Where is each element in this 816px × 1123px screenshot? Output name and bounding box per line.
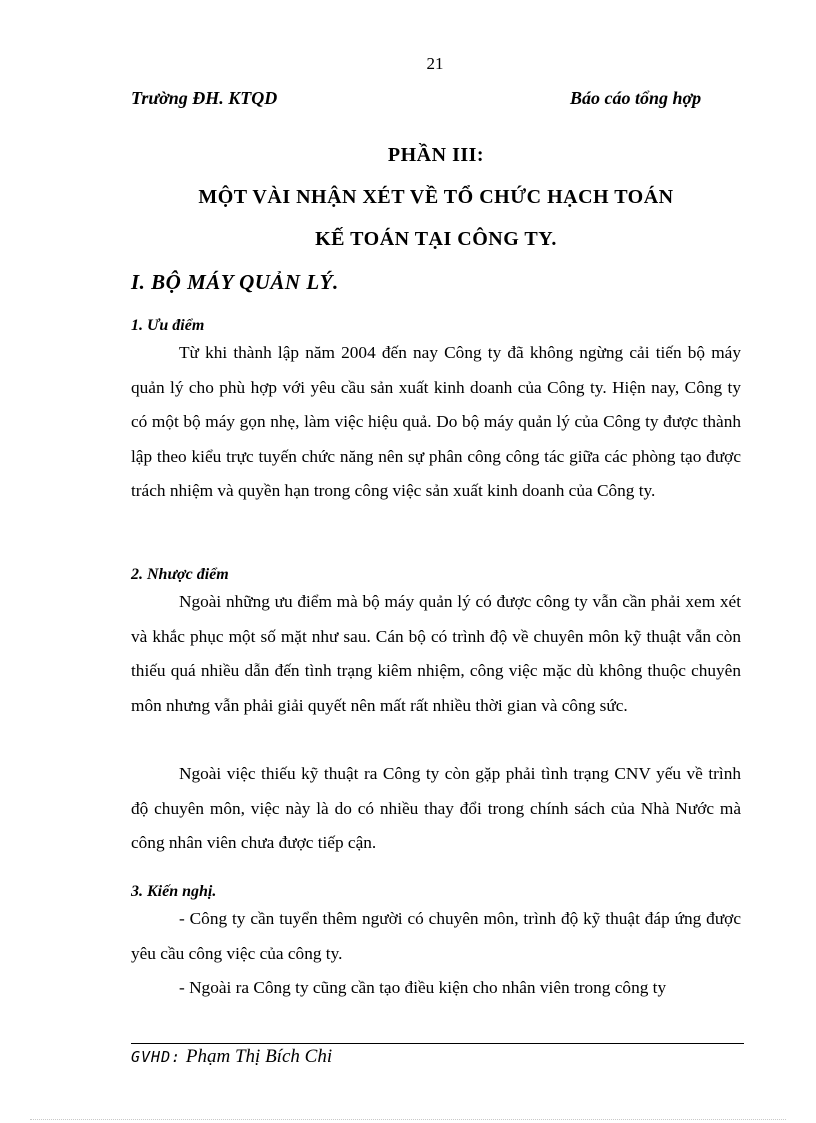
recommendations-title: 3. Kiến nghị. — [131, 883, 217, 900]
header-school-name: Trường ĐH. KTQD — [131, 88, 278, 108]
footer-divider — [131, 1043, 744, 1044]
section-title: I. BỘ MÁY QUẢN LÝ. — [131, 270, 339, 294]
page-bottom-edge — [30, 1119, 786, 1120]
footer-supervisor-name: Phạm Thị Bích Chi — [185, 1046, 333, 1067]
chapter-title-line-2: KẾ TOÁN TẠI CÔNG TY. — [315, 228, 557, 250]
footer-label: GVHD: — [131, 1048, 182, 1066]
page-number: 21 — [426, 54, 444, 73]
disadvantages-paragraph-2: Ngoài việc thiếu kỹ thuật ra Công ty còn gặp phải tình trạng CNV yếu về trình độ chuyên môn, việc này là do có nhiều thay đổi trong chính sách của Nhà Nước mà công nhân viên chưa được tiếp cận. — [131, 764, 741, 853]
recommendation-item-1: - Công ty cần tuyển thêm người có chuyên môn, trình độ kỹ thuật đáp ứng được yêu cầu công việc của công ty. — [131, 909, 741, 963]
advantages-paragraph: Từ khi thành lập năm 2004 đến nay Công ty đã không ngừng cải tiến bộ máy quản lý cho phù hợp với yêu cầu sản xuất kinh doanh của Công ty. Hiện nay, Công ty có một bộ máy gọn nhẹ, làm việc hiệu quả. Do bộ máy quản lý của Công ty được thành lập theo kiểu trực tuyến chức năng nên sự phân công công tác giữa các phòng tạo được trách nhiệm và quyền hạn trong công việc sản xuất kinh doanh của Công ty. — [131, 343, 741, 501]
advantages-title: 1. Ưu điểm — [131, 317, 205, 334]
disadvantages-paragraph-1: Ngoài những ưu điểm mà bộ máy quản lý có được công ty vẫn cần phải xem xét và khắc phục một số mặt như sau. Cán bộ có trình độ về chuyên môn kỹ thuật vẫn còn thiếu quá nhiều dẫn đến tình trạng kiêm nhiệm, công việc mặc dù không thuộc chuyên môn nhưng vẫn phải giải quyết nên mất rất nhiều thời gian và công sức. — [131, 592, 741, 715]
part-heading: PHẦN III: — [387, 144, 485, 166]
recommendation-item-2: - Ngoài ra Công ty cũng cần tạo điều kiện cho nhân viên trong công ty — [179, 978, 667, 997]
disadvantages-title: 2. Nhược điểm — [131, 566, 229, 583]
header-report-type: Báo cáo tổng hợp — [570, 88, 702, 108]
footer-supervisor — [131, 1046, 332, 1068]
chapter-title-line-1: MỘT VÀI NHẬN XÉT VỀ TỔ CHỨC HẠCH TOÁN — [198, 186, 674, 208]
